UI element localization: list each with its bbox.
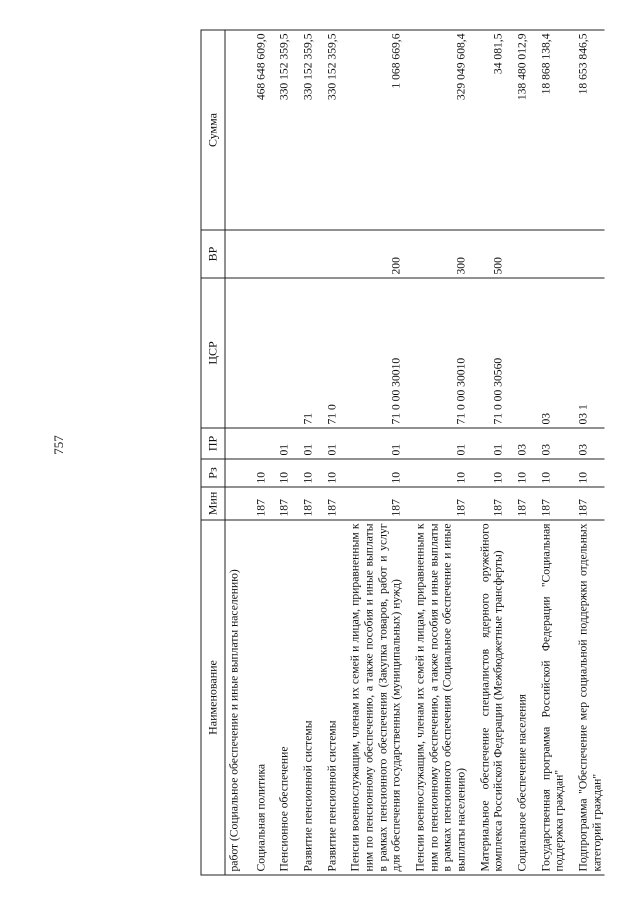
header-min: Мин <box>201 487 225 520</box>
table-row <box>316 30 340 875</box>
cell-pr: 01 <box>339 428 404 459</box>
table-row <box>268 30 292 875</box>
table-row <box>339 30 404 875</box>
cell-rz: 10 <box>469 459 506 487</box>
cell-sum: 329 049 608,4 <box>404 30 469 230</box>
cell-pr: 01 <box>292 428 316 459</box>
cell-csr <box>245 278 269 428</box>
cell-min: 187 <box>530 487 567 520</box>
table-row <box>530 30 567 875</box>
cell-vr <box>292 230 316 278</box>
cell-min: 187 <box>316 487 340 520</box>
cell-sum: 18 868 138,4 <box>530 30 567 230</box>
cell-min: 187 <box>567 487 604 520</box>
cell-name: Пенсии военнослужащим, членам их семей и лицам, приравненным к ним по пенсионному обеспечению, а также пособия и иные выплаты в рамках пенсионного обеспечения (Закупка товаров, работ и услуг для обеспечения государственных (муниципальных) нужд) <box>339 520 404 875</box>
cell-vr <box>245 230 269 278</box>
cell-min: 187 <box>506 487 530 520</box>
cell-pr: 03 <box>530 428 567 459</box>
cell-min: 187 <box>245 487 269 520</box>
cell-rz: 10 <box>245 459 269 487</box>
cell-sum: 330 152 359,5 <box>316 30 340 230</box>
header-name: Наименование <box>201 520 225 875</box>
cell-min: 187 <box>404 487 469 520</box>
cell-vr: 300 <box>404 230 469 278</box>
cell-vr <box>316 230 340 278</box>
cell-name: Социальная политика <box>245 520 269 875</box>
cell-pr: 01 <box>469 428 506 459</box>
table-row <box>506 30 530 875</box>
table-row <box>469 30 506 875</box>
cell-sum: 1 068 669,6 <box>339 30 404 230</box>
cell-pr: 01 <box>268 428 292 459</box>
cell-pr: 03 <box>506 428 530 459</box>
cell-pr <box>245 428 269 459</box>
cell-pr: 01 <box>316 428 340 459</box>
cell-vr <box>268 230 292 278</box>
table-row <box>404 30 469 875</box>
cell-rz: 10 <box>567 459 604 487</box>
cell-csr: 71 0 <box>316 278 340 428</box>
header-sum: Сумма <box>201 30 225 230</box>
cell-rz: 10 <box>506 459 530 487</box>
cell-pr: 01 <box>404 428 469 459</box>
continuation-row <box>225 30 245 875</box>
cell-rz: 10 <box>268 459 292 487</box>
cell-name: Развитие пенсионной системы <box>292 520 316 875</box>
rotated-page <box>200 30 640 875</box>
cell-sum: 138 480 012,9 <box>506 30 530 230</box>
table-header-row <box>201 30 225 875</box>
cell-name: Пенсионное обеспечение <box>268 520 292 875</box>
cell-name: Развитие пенсионной системы <box>316 520 340 875</box>
cell-sum: 468 648 609,0 <box>245 30 269 230</box>
cell-min: 187 <box>469 487 506 520</box>
cell-rz: 10 <box>339 459 404 487</box>
cell-csr <box>506 278 530 428</box>
page-number: 757 <box>51 435 66 455</box>
cell-csr: 03 <box>530 278 567 428</box>
table-row <box>292 30 316 875</box>
cell-sum: 330 152 359,5 <box>292 30 316 230</box>
cell-rz: 10 <box>316 459 340 487</box>
cell-csr: 71 <box>292 278 316 428</box>
cell-csr: 71 0 00 30560 <box>469 278 506 428</box>
header-vr: ВР <box>201 230 225 278</box>
cell-rz: 10 <box>292 459 316 487</box>
table-row <box>245 30 269 875</box>
cell-csr: 03 1 <box>567 278 604 428</box>
cell-vr <box>506 230 530 278</box>
cell-csr: 71 0 00 30010 <box>339 278 404 428</box>
cell-vr: 200 <box>339 230 404 278</box>
header-pr: ПР <box>201 428 225 459</box>
header-csr: ЦСР <box>201 278 225 428</box>
cell-csr <box>268 278 292 428</box>
cell-name: Государственная программа Российской Федерации "Социальная поддержка граждан" <box>530 520 567 875</box>
cell-min: 187 <box>292 487 316 520</box>
table-row <box>567 30 604 875</box>
cell-rz: 10 <box>530 459 567 487</box>
cell-vr <box>530 230 567 278</box>
cell-name: Подпрограмма "Обеспечение мер социальной поддержки отдельных категорий граждан" <box>567 520 604 875</box>
cell-name: Материальное обеспечение специалистов ядерного оружейного комплекса Российской Федерации (Межбюджетные трансферты) <box>469 520 506 875</box>
cell-rz: 10 <box>404 459 469 487</box>
cell-sum: 34 081,5 <box>469 30 506 230</box>
cell-min: 187 <box>339 487 404 520</box>
cell-min: 187 <box>268 487 292 520</box>
cell-vr: 500 <box>469 230 506 278</box>
continuation-text: работ (Социальное обеспечение и иные выплаты населению) <box>225 520 245 875</box>
budget-table <box>200 29 604 875</box>
cell-name: Социальное обеспечение населения <box>506 520 530 875</box>
cell-name: Пенсии военнослужащим, членам их семей и лицам, приравненным к ним по пенсионному обеспечению, а также пособия и иные выплаты в рамках пенсионного обеспечения (Социальное обеспечение и иные выплаты населению) <box>404 520 469 875</box>
cell-pr: 03 <box>567 428 604 459</box>
cell-vr <box>567 230 604 278</box>
cell-csr: 71 0 00 30010 <box>404 278 469 428</box>
cell-sum: 330 152 359,5 <box>268 30 292 230</box>
header-rz: Рз <box>201 459 225 487</box>
cell-sum: 18 653 846,5 <box>567 30 604 230</box>
